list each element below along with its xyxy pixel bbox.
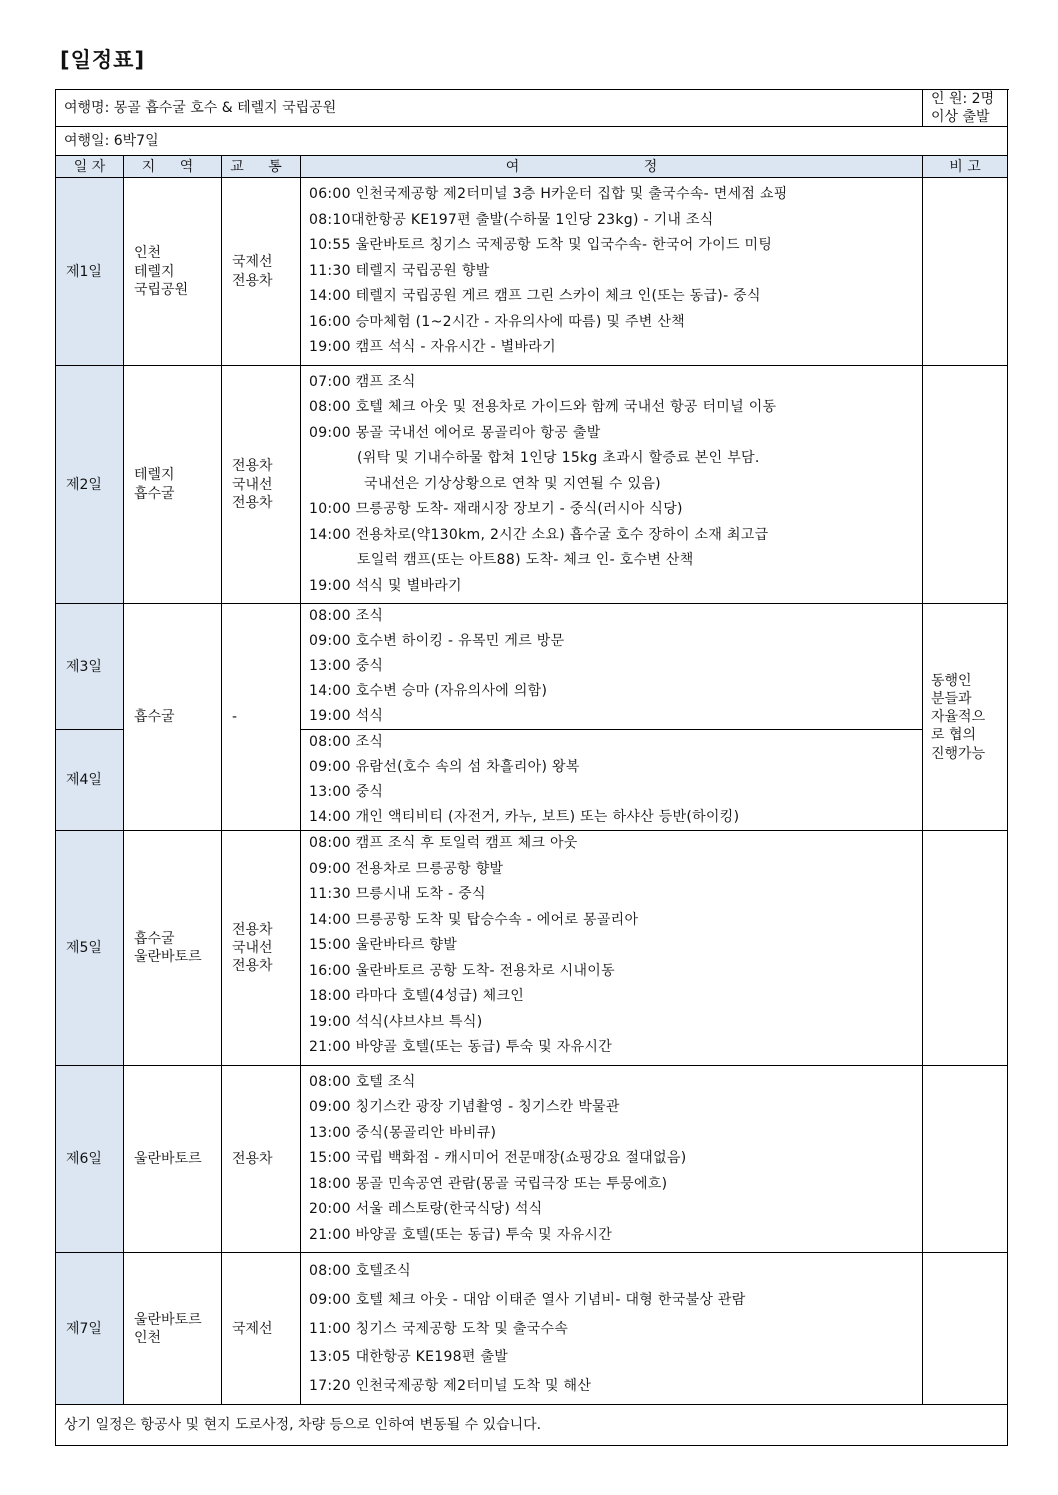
- region-cell: 울란바토르: [124, 1065, 222, 1253]
- remark-line: 진행가능: [931, 745, 986, 762]
- transport-cell: [222, 365, 301, 604]
- transport-cell: -: [222, 604, 301, 831]
- region-line: 국립공원: [134, 281, 189, 298]
- list-item: 08:00 호텔 조식: [309, 1073, 416, 1090]
- day-label: 제2일: [56, 365, 124, 604]
- list-item: 06:00 인천국제공항 제2터미널 3층 H카운터 집합 및 출국수속- 면세점 쇼핑: [309, 186, 788, 203]
- transport-cell: 전용차: [222, 1065, 301, 1253]
- list-item: 21:00 바양골 호텔(또는 동급) 투숙 및 자유시간: [309, 1039, 613, 1056]
- transport-cell: [222, 178, 301, 366]
- remark-line: 자율적으: [931, 709, 986, 726]
- trip-people: 인 원: 2명 이상 출발: [923, 90, 1008, 127]
- header-transport: 교 통: [222, 156, 301, 178]
- list-item: 17:20 인천국제공항 제2터미널 도착 및 해산: [309, 1377, 592, 1394]
- list-item: 10:00 므릉공항 도착- 재래시장 장보기 - 중식(러시아 식당): [309, 501, 683, 518]
- transport-line: 국제선: [232, 254, 273, 271]
- region-line: 인천: [134, 1329, 162, 1346]
- region-line: 울란바토르: [134, 1311, 202, 1328]
- trip-period: 여행일: 6박7일: [56, 127, 1008, 156]
- region-line: 흡수굴: [134, 930, 175, 947]
- transport-cell: 국제선: [222, 1253, 301, 1405]
- transport-line: 전용차: [232, 921, 273, 938]
- remark-cell: [923, 178, 1008, 366]
- region-line: 인천: [134, 245, 162, 262]
- remark-line: 동행인: [931, 672, 972, 689]
- list-item: 국내선은 기상상황으로 연착 및 지연될 수 있음): [364, 475, 661, 492]
- transport-line: 전용차: [232, 458, 273, 475]
- transport-line: 국내선: [232, 940, 273, 957]
- table-row: [56, 831, 1008, 1066]
- itinerary-cell: [301, 1065, 923, 1253]
- list-item: 14:00 므릉공항 도착 및 탑승수속 - 에어로 몽골리아: [309, 911, 639, 928]
- list-item: 20:00 서울 레스토랑(한국식당) 석식: [309, 1201, 543, 1218]
- list-item: 13:00 중식(몽골리안 바비큐): [309, 1124, 497, 1141]
- day-label: 제1일: [56, 178, 124, 366]
- header-remark: 비 고: [923, 156, 1008, 178]
- header-itinerary: 여 정: [301, 156, 923, 178]
- day-label: 제3일: [56, 604, 124, 730]
- remark-cell: [923, 1253, 1008, 1405]
- list-item: 14:00 개인 액티비티 (자전거, 카누, 보트) 또는 하샤산 등반(하이킹): [309, 809, 740, 826]
- region-line: 테렐지: [134, 467, 175, 484]
- list-item: 13:05 대한항공 KE198편 출발: [309, 1349, 509, 1366]
- day-label: 제5일: [56, 831, 124, 1066]
- list-item: 14:00 호수변 승마 (자유의사에 의함): [309, 683, 548, 700]
- list-item: 07:00 캠프 조식: [309, 373, 416, 390]
- list-item: 08:00 캠프 조식 후 토일럭 캠프 체크 아웃: [309, 835, 578, 852]
- list-item: 19:00 석식 및 별바라기: [309, 577, 462, 594]
- list-item: 14:00 테렐지 국립공원 게르 캠프 그린 스카이 체크 인(또는 동급)- 중식: [309, 288, 761, 305]
- itinerary-cell: [301, 178, 923, 366]
- list-item: 08:00 조식: [309, 734, 384, 751]
- list-item: 14:00 전용차로(약130km, 2시간 소요) 흡수굴 호수 장하이 소재 최고급: [309, 526, 769, 543]
- region-cell: [124, 365, 222, 604]
- list-item: 18:00 라마다 호텔(4성급) 체크인: [309, 988, 525, 1005]
- trip-period-row: [56, 127, 1008, 156]
- list-item: 토일럭 캠프(또는 아트88) 도착- 체크 인- 호수변 산책: [357, 552, 694, 569]
- list-item: 08:10대한항공 KE197편 출발(수하물 1인당 23kg) - 기내 조식: [309, 211, 714, 228]
- remark-line: 로 협의: [931, 727, 977, 744]
- remark-cell: [923, 831, 1008, 1066]
- list-item: 08:00 호텔조식: [309, 1263, 411, 1280]
- region-cell: [124, 1253, 222, 1405]
- list-item: 11:30 테렐지 국립공원 향발: [309, 262, 490, 279]
- region-cell: 흡수굴: [124, 604, 222, 831]
- region-line: 울란바토르: [134, 949, 202, 966]
- transport-line: 전용차: [232, 958, 273, 975]
- list-item: 09:00 호텔 체크 아웃 - 대암 이태준 열사 기념비- 대형 한국불상 관람: [309, 1291, 746, 1308]
- region-line: 테렐지: [134, 263, 175, 280]
- list-item: 10:55 울란바토르 칭기스 국제공항 도착 및 입국수속- 한국어 가이드 미팅: [309, 237, 773, 254]
- list-item: 18:00 몽골 민속공연 관람(몽골 국립극장 또는 투뭉에흐): [309, 1175, 668, 1192]
- day-label: 제6일: [56, 1065, 124, 1253]
- header-date: 일 자: [56, 156, 124, 178]
- list-item: 11:00 칭기스 국제공항 도착 및 출국수속: [309, 1320, 569, 1337]
- remark-cell: [923, 604, 1008, 831]
- transport-line: 전용차: [232, 494, 273, 511]
- itinerary-cell: [301, 604, 923, 730]
- list-item: 09:00 유람선(호수 속의 섬 차흘리아) 왕복: [309, 759, 580, 776]
- trip-name: 여행명: 몽골 흡수굴 호수 & 테렐지 국립공원: [56, 90, 923, 127]
- list-item: 21:00 바양골 호텔(또는 동급) 투숙 및 자유시간: [309, 1226, 613, 1243]
- list-item: 08:00 조식: [309, 608, 384, 625]
- itinerary-cell: [301, 365, 923, 604]
- trip-info-row: [56, 90, 1008, 127]
- region-cell: [124, 178, 222, 366]
- list-item: 13:00 중식: [309, 658, 384, 675]
- table-row: [56, 365, 1008, 604]
- remark-line: 분들과: [931, 691, 972, 708]
- footer-note: 상기 일정은 항공사 및 현지 도로사정, 차량 등으로 인하여 변동될 수 있습니다.: [56, 1405, 1008, 1446]
- table-row: [56, 1253, 1008, 1405]
- list-item: 13:00 중식: [309, 784, 384, 801]
- itinerary-cell: [301, 730, 923, 831]
- remark-cell: [923, 365, 1008, 604]
- itinerary-table: [55, 89, 1008, 1446]
- list-item: 15:00 울란바타르 향발: [309, 937, 458, 954]
- footer-row: [56, 1405, 1008, 1446]
- list-item: 19:00 캠프 석식 - 자유시간 - 별바라기: [309, 339, 556, 356]
- page-title: [일정표]: [60, 48, 146, 72]
- transport-cell: [222, 831, 301, 1066]
- list-item: 16:00 울란바토르 공항 도착- 전용차로 시내이동: [309, 962, 615, 979]
- region-cell: [124, 831, 222, 1066]
- table-row: [56, 604, 1008, 730]
- list-item: 09:00 전용차로 므릉공항 향발: [309, 860, 504, 877]
- list-item: 19:00 석식: [309, 708, 384, 725]
- remark-cell: [923, 1065, 1008, 1253]
- list-item: 09:00 몽골 국내선 에어로 몽골리아 항공 출발: [309, 424, 601, 441]
- list-item: 08:00 호텔 체크 아웃 및 전용차로 가이드와 함께 국내선 항공 터미널 이동: [309, 399, 777, 416]
- table-row: [56, 1065, 1008, 1253]
- list-item: 19:00 석식(샤브샤브 특식): [309, 1013, 483, 1030]
- list-item: 11:30 므릉시내 도착 - 중식: [309, 886, 486, 903]
- transport-line: 전용차: [232, 272, 273, 289]
- table-row: [56, 178, 1008, 366]
- list-item: 09:00 호수변 하이킹 - 유목민 게르 방문: [309, 633, 565, 650]
- list-item: (위탁 및 기내수하물 합쳐 1인당 15kg 초과시 할증료 본인 부담.: [357, 450, 760, 467]
- transport-line: 국내선: [232, 476, 273, 493]
- list-item: 15:00 국립 백화점 - 캐시미어 전문매장(쇼핑강요 절대없음): [309, 1150, 687, 1167]
- itinerary-cell: [301, 831, 923, 1066]
- table-header-row: [56, 156, 1008, 178]
- list-item: 16:00 승마체험 (1~2시간 - 자유의사에 따름) 및 주변 산책: [309, 313, 685, 330]
- header-region: 지 역: [124, 156, 222, 178]
- day-label: 제4일: [56, 730, 124, 831]
- itinerary-cell: [301, 1253, 923, 1405]
- day-label: 제7일: [56, 1253, 124, 1405]
- region-line: 흡수굴: [134, 485, 175, 502]
- list-item: 09:00 칭기스칸 광장 기념촬영 - 칭기스칸 박물관: [309, 1099, 620, 1116]
